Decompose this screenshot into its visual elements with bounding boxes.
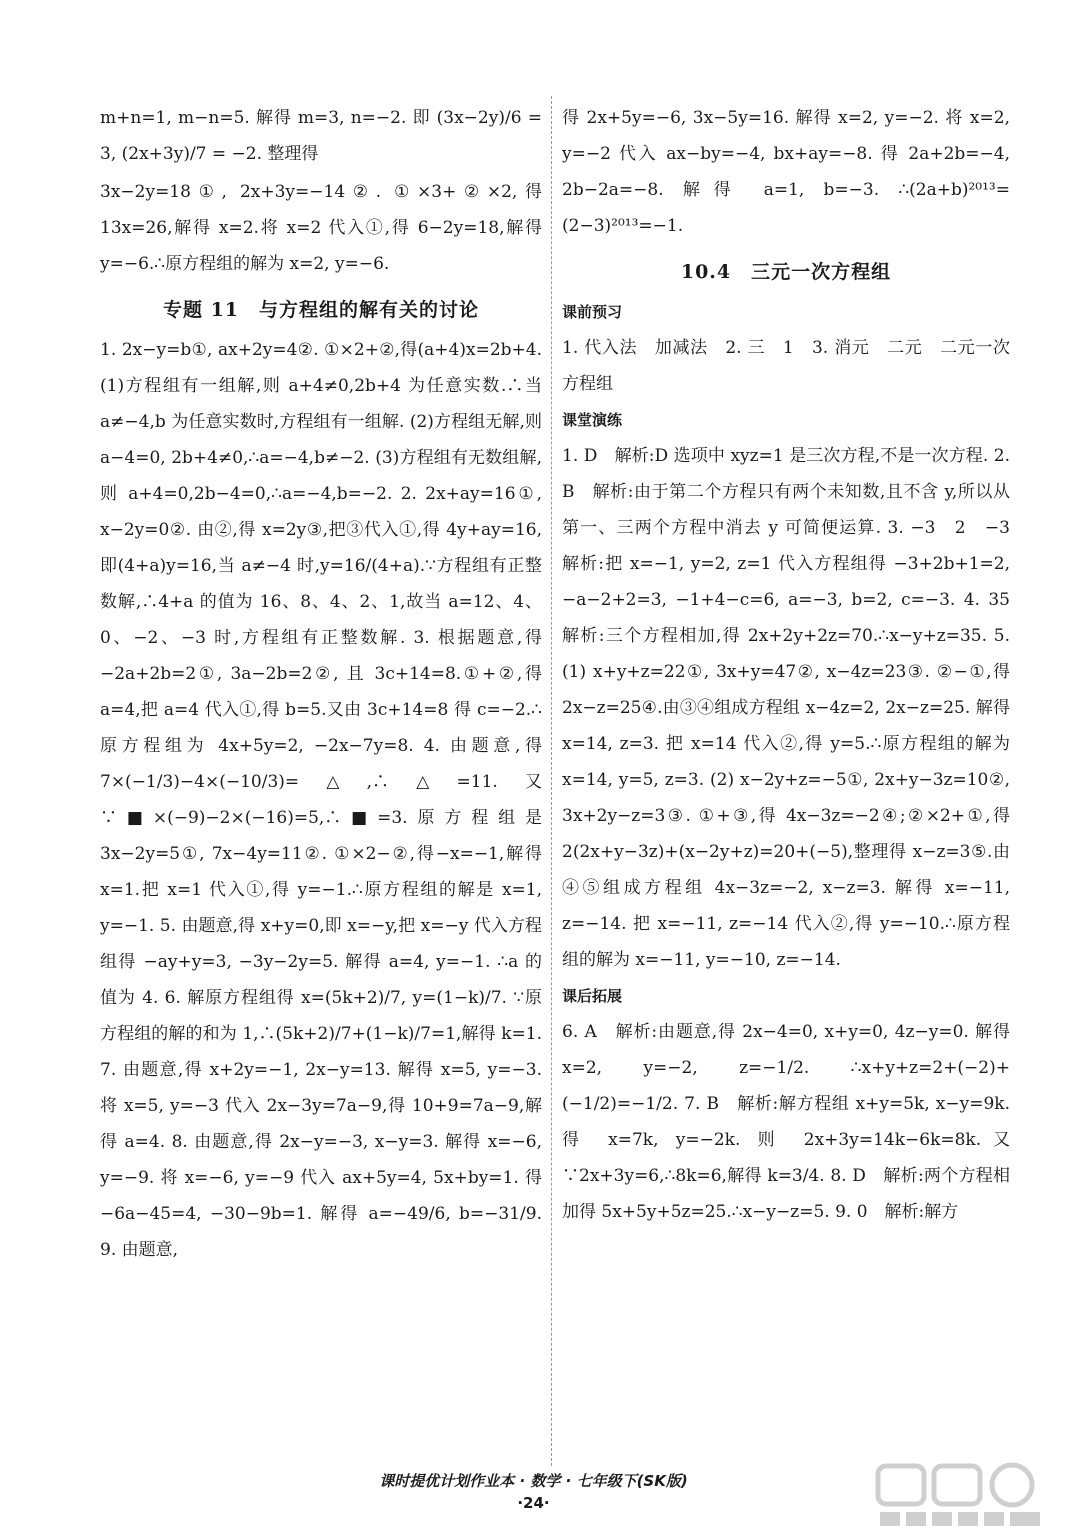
right-paragraph-3: 1. D 解析:D 选项中 xyz=1 是三次方程,不是一次方程. 2. B 解析:由于第二个方程只有两个未知数,且不含 y,所以从第一、三两个方程中消去 y 可简便运算. 3. −3 2 −3 解析:把 x=−1, y=2, z=1 代入方程组得 −3+2b+1=2, −a−2+2=3, −1+4−c=6, a=−3, b=2, c=−3. 4. 35 解析:三个方程相加,得 2x+2y+2z=70.∴x−y+z=35. 5. (1) x+y+z=22①, 3x+y=47②, x−4z=23③. ②−①,得 2x−z=25④.由③④组成方程组 x−4z=2, 2x−z=25. 解得 x=14, z=3. 把 x=14 代入②,得 y=5.∴原方程组的解为 x=14, y=5, z=3. (2) x−2y+z=−5①, 2x+y−3z=10②, 3x+2y−z=3③. ①+③,得 4x−3z=−2④;②×2+①,得 2(2x+y−3z)+(x−2y+z)=20+(−5),整理得 x−z=3⑤.由④⑤组成方程组 4x−3z=−2, x−z=3. 解得 x=−11, z=−14. 把 x=−11, z=−14 代入②,得 y=−10.∴原方程组的解为 x=−11, y=−10, z=−14. — [562, 446, 1027, 970]
section-title-topic-11: 专题 11 与方程组的解有关的讨论 — [162, 299, 480, 321]
right-column — [562, 100, 1027, 1230]
column-divider — [551, 96, 552, 1466]
right-paragraph-1: 得 2x+5y=−6, 3x−5y=16. 解得 x=2, y=−2. 将 x=2, y=−2 代入 ax−by=−4, bx+ay=−8. 得 2a+2b=−4, 2b−2a=−8. 解得 a=1, b=−3. ∴(2a+b)²⁰¹³=(2−3)²⁰¹³=−1. — [562, 108, 1010, 236]
left-column — [100, 100, 542, 1268]
left-paragraph-1: m+n=1, m−n=5. 解得 m=3, n=−2. 即 (3x−2y)/6 = 3, (2x+3y)/7 = −2. 整理得 — [100, 108, 542, 164]
watermark-logo — [872, 1460, 1047, 1530]
right-paragraph-2: 1. 代入法 加减法 2. 三 1 3. 消元 二元 二元一次方程组 — [562, 338, 1010, 394]
subhead-extension: 课后拓展 — [562, 987, 623, 1005]
subhead-classroom: 课堂演练 — [562, 411, 623, 429]
left-paragraph-2: 3x−2y=18①, 2x+3y=−14②. ①×3+②×2,得 13x=26,解得 x=2.将 x=2 代入①,得 6−2y=18,解得 y=−6.∴原方程组的解为 x=2, y=−6. — [100, 182, 542, 274]
right-paragraph-4: 6. A 解析:由题意,得 2x−4=0, x+y=0, 4z−y=0. 解得 x=2, y=−2, z=−1/2. ∴x+y+z=2+(−2)+(−1/2)=−1/2. 7. B 解析:解方程组 x+y=5k, x−y=9k. 得 x=7k, y=−2k. 则 2x+3y=14k−6k=8k.又∵2x+3y=6,∴8k=6,解得 k=3/4. 8. D 解析:两个方程相加得 5x+5y+5z=25.∴x−y−z=5. 9. 0 解析:解方 — [562, 1022, 1010, 1222]
subhead-preview: 课前预习 — [562, 303, 623, 321]
book-title: 课时提优计划作业本 · 数学 · 七年级下(SK版) — [379, 1472, 688, 1490]
left-paragraph-3: 1. 2x−y=b①, ax+2y=4②. ①×2+②,得(a+4)x=2b+4.(1)方程组有一组解,则 a+4≠0,2b+4 为任意实数.∴当 a≠−4,b 为任意实数时,方程组有一组解. (2)方程组无解,则 a−4=0, 2b+4≠0,∴a=−4,b≠−2. (3)方程组有无数组解,则 a+4=0,2b−4=0,∴a=−4,b=−2. 2. 2x+ay=16①, x−2y=0②. 由②,得 x=2y③,把③代入①,得 4y+ay=16,即(4+a)y=16,当 a≠−4 时,y=16/(4+a).∵方程组有正整数解,∴4+a 的值为 16、8、4、2、1,故当 a=12、4、0、−2、−3 时,方程组有正整数解. 3. 根据题意,得 −2a+2b=2①, 3a−2b=2②, 且 3c+14=8.①+②,得 a=4,把 a=4 代入①,得 b=5.又由 3c+14=8 得 c=−2.∴原方程组为 4x+5y=2, −2x−7y=8. 4. 由题意,得 7×(−1/3)−4×(−10/3)=△,∴△=11.又∵■×(−9)−2×(−16)=5,∴■=3.原方程组是 3x−2y=5①, 7x−4y=11②. ①×2−②,得−x=−1,解得 x=1.把 x=1 代入①,得 y=−1.∴原方程组的解是 x=1, y=−1. 5. 由题意,得 x+y=0,即 x=−y,把 x=−y 代入方程组得 −ay+y=3, −3y−2y=5. 解得 a=4, y=−1. ∴a 的值为 4. 6. 解原方程组得 x=(5k+2)/7, y=(1−k)/7. ∵原方程组的解的和为 1,∴(5k+2)/7+(1−k)/7=1,解得 k=1. 7. 由题意,得 x+2y=−1, 2x−y=13. 解得 x=5, y=−3. 将 x=5, y=−3 代入 2x−3y=7a−9,得 10+9=7a−9,解得 a=4. 8. 由题意,得 2x−y=−3, x−y=3. 解得 x=−6, y=−9. 将 x=−6, y=−9 代入 ax+5y=4, 5x+by=1. 得 −6a−45=4, −30−9b=1. 解得 a=−49/6, b=−31/9. 9. 由题意, — [100, 340, 542, 1260]
page-number: ·24· — [517, 1494, 550, 1512]
section-title-10-4: 10.4 三元一次方程组 — [680, 261, 892, 283]
